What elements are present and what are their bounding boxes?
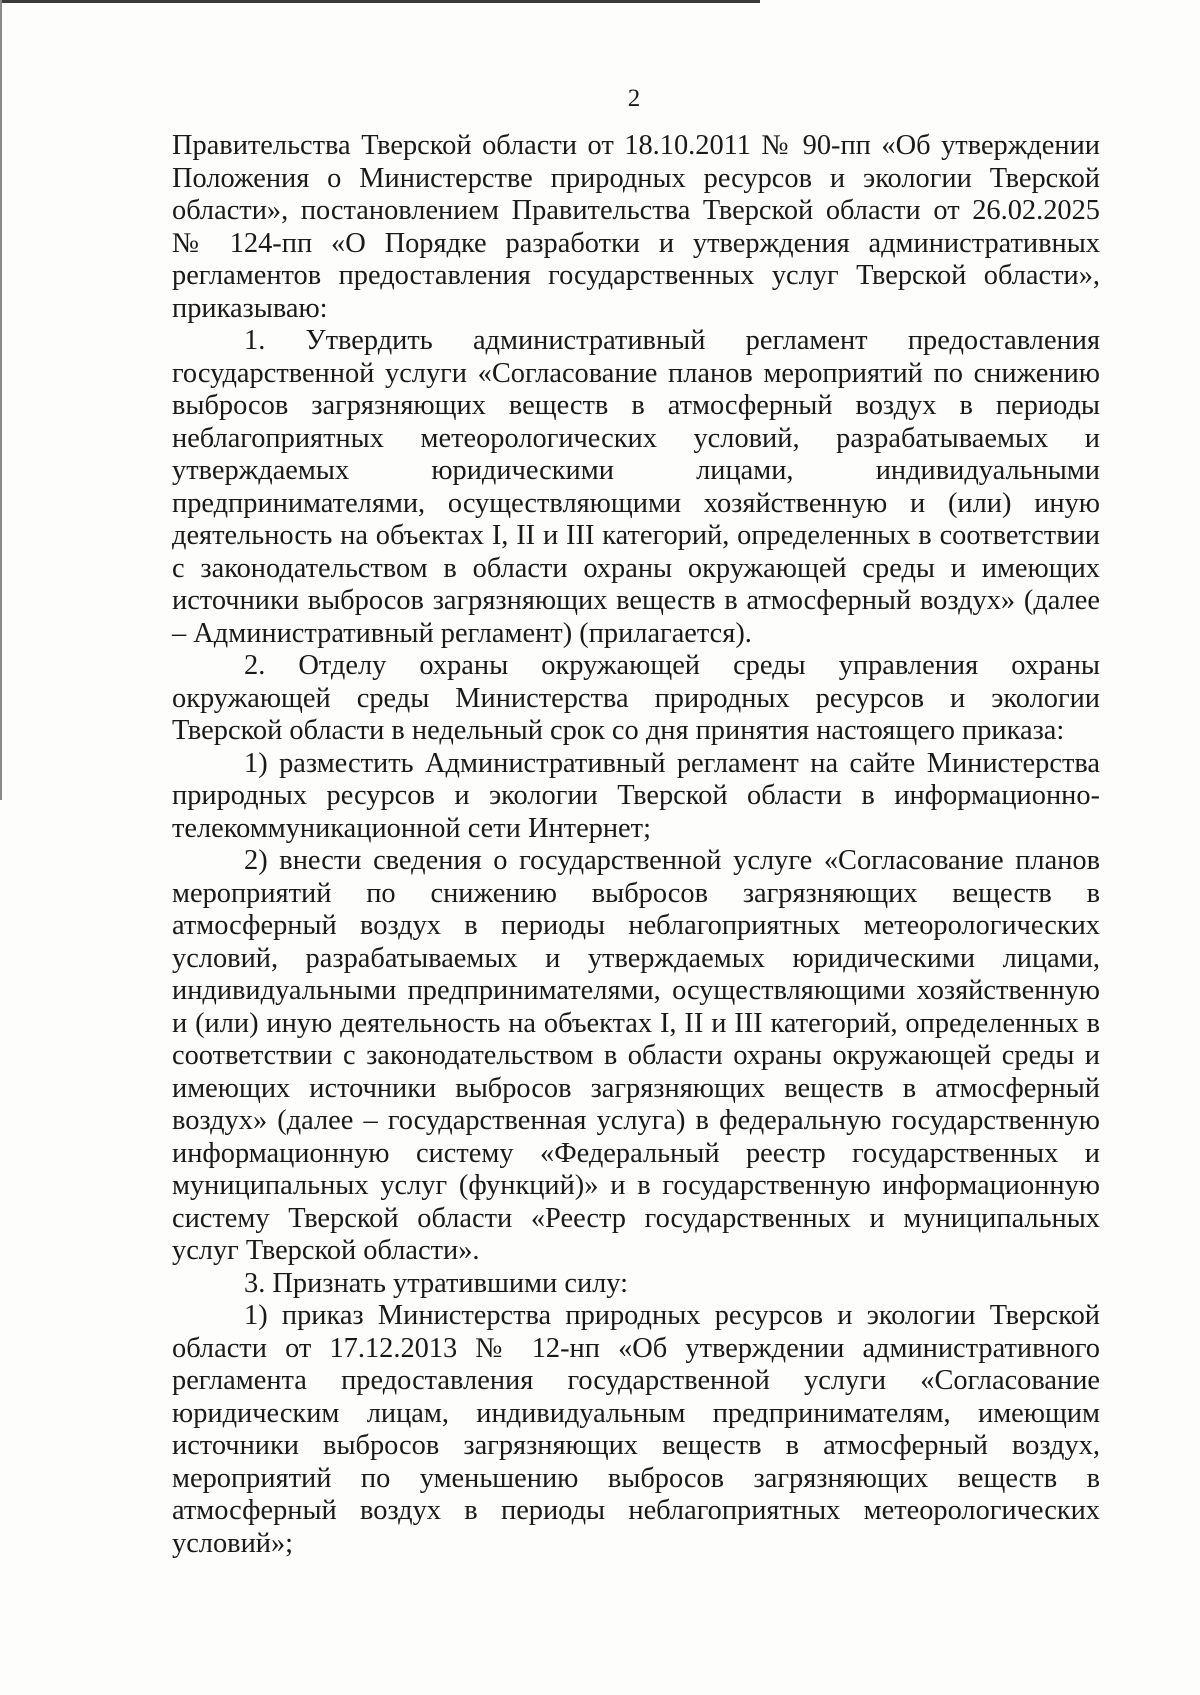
scan-edge-left (0, 0, 2, 800)
scan-edge-top (0, 0, 760, 3)
paragraph-subitem-2-1: 1) разместить Административный регламент на сайте Министерства природных ресурсов и экологии Тверской области в информационно-телекоммуникационной сети Интернет; (172, 747, 1100, 844)
paragraph-subitem-3-1: 1) приказ Министерства природных ресурсов и экологии Тверской области от 17.12.2013 № 12-нп «Об утверждении административного регламента предоставления государственной услуги «Согласование юридическим лицам, индивидуальным предпринимателям, имеющим источники выбросов загрязняющих веществ в атмосферный воздух, мероприятий по уменьшению выбросов загрязняющих веществ в атмосферный воздух в периоды неблагоприятных метеорологических условий»; (172, 1300, 1100, 1559)
paragraph-item-3: 3. Признать утратившими силу: (244, 1267, 629, 1299)
paragraph-item-2: 2. Отделу охраны окружающей среды управления охраны окружающей среды Министерства природных ресурсов и экологии Тверской области в недельный срок со дня принятия настоящего приказа: (172, 650, 1100, 746)
paragraph-continuation: Правительства Тверской области от 18.10.2011 № 90-пп «Об утверждении Положения о Министерстве природных ресурсов и экологии Тверской области», постановлением Правительства Тверской области от 26.02.2025 № 124-пп «О Порядке разработки и утверждения административных регламентов предоставления государственных услуг Тверской области», приказываю: (172, 130, 1100, 324)
page-number: 2 (627, 85, 641, 112)
paragraph-subitem-2-2: 2) внести сведения о государственной услуге «Согласование планов мероприятий по снижению выбросов загрязняющих веществ в атмосферный воздух в периоды неблагоприятных метеорологических условий, разрабатываемых и утверждаемых юридическими лицами, индивидуальными предпринимателями, осуществляющими хозяйственную и (или) иную деятельность на объектах I, II и III категорий, определенных в соответствии с законодательством в области охраны окружающей среды и имеющих источники выбросов загрязняющих веществ в атмосферный воздух» (далее – государственная услуга) в федеральную государственную информационную систему «Федеральный реестр государственных и муниципальных услуг (функций)» и в государственную информационную систему Тверской области «Реестр государственных и муниципальных услуг Тверской области». (172, 845, 1100, 1266)
document-body (172, 130, 1100, 1560)
paragraph-item-1: 1. Утвердить административный регламент предоставления государственной услуги «Согласование планов мероприятий по снижению выбросов загрязняющих веществ в атмосферный воздух в периоды неблагоприятных метеорологических условий, разрабатываемых и утверждаемых юридическими лицами, индивидуальными предпринимателями, осуществляющими хозяйственную и (или) иную деятельность на объектах I, II и III категорий, определенных в соответствии с законодательством в области охраны окружающей среды и имеющих источники выбросов загрязняющих веществ в атмосферный воздух» (далее – Административный регламент) (прилагается). (172, 325, 1100, 649)
